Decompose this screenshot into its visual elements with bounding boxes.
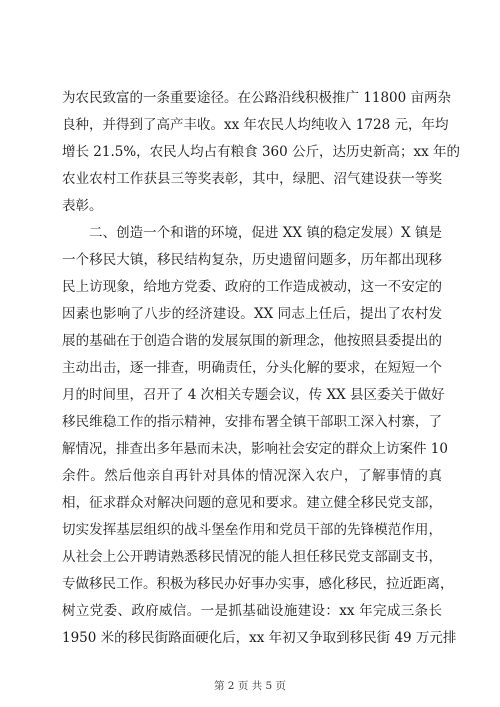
text-line: 从社会上公开聘请熟悉移民情况的能人担任移民党支部副支书， — [62, 549, 442, 565]
text-line: 良种，并得到了高产丰收。xx 年农民人均纯收入 1728 元，年均 — [62, 117, 449, 133]
text-line: 主动出击，逐一排查，明确责任，分头化解的要求，在短短一个 — [62, 360, 442, 376]
text-line: 增长 21.5%，农民人均占有粮食 360 公斤，达历史新高；xx 年的 — [62, 144, 461, 160]
text-line: 因素也影响了八步的经济建设。XX 同志上任后，提出了农村发 — [62, 306, 442, 322]
text-line: 月的时间里，召开了 4 次相关专题会议，传 XX 县区委关于做好 — [62, 387, 445, 403]
text-line: 树立党委、政府威信。一是抓基础设施建设：xx 年完成三条长 — [62, 603, 442, 619]
text-line: 农业农村工作获县三等奖表彰，其中，绿肥、沼气建设获一等奖 — [62, 171, 442, 187]
text-line: 二、创造一个和谐的环境，促进 XX 镇的稳定发展）X 镇是 — [62, 225, 442, 241]
page-footer: 第 2 页 共 5 页 — [213, 680, 287, 692]
text-line: 切实发挥基层组织的战斗堡垒作用和党员干部的先锋模范作用， — [62, 522, 442, 538]
text-line: 移民维稳工作的指示精神，安排布署全镇干部职工深入村寨，了 — [62, 414, 442, 430]
text-line: 展的基础在于创造合谐的发展氛围的新理念，他按照县委提出的 — [62, 333, 442, 349]
text-line: 专做移民工作。积极为移民办好事办实事，感化移民，拉近距离， — [62, 576, 454, 592]
text-line: 为农民致富的一条重要途径。在公路沿线积极推广 11800 亩两杂 — [62, 90, 452, 106]
text-line: 解情况，排查出多年悬而未决，影响社会安定的群众上访案件 10 — [62, 441, 448, 457]
text-line: 相，征求群众对解决问题的意见和要求。建立健全移民党支部， — [62, 495, 442, 511]
text-line: 一个移民大镇，移民结构复杂，历史遗留问题多，历年都出现移 — [62, 252, 442, 268]
text-line: 余件。然后他亲自再针对具体的情况深入农户，了解事情的真 — [62, 468, 442, 484]
text-line: 表彰。 — [62, 198, 103, 214]
text-line: 1950 米的移民街路面硬化后，xx 年初又争取到移民街 49 万元排 — [62, 630, 457, 646]
text-line: 民上访现象，给地方党委、政府的工作造成被动，这一不安定的 — [62, 279, 442, 295]
